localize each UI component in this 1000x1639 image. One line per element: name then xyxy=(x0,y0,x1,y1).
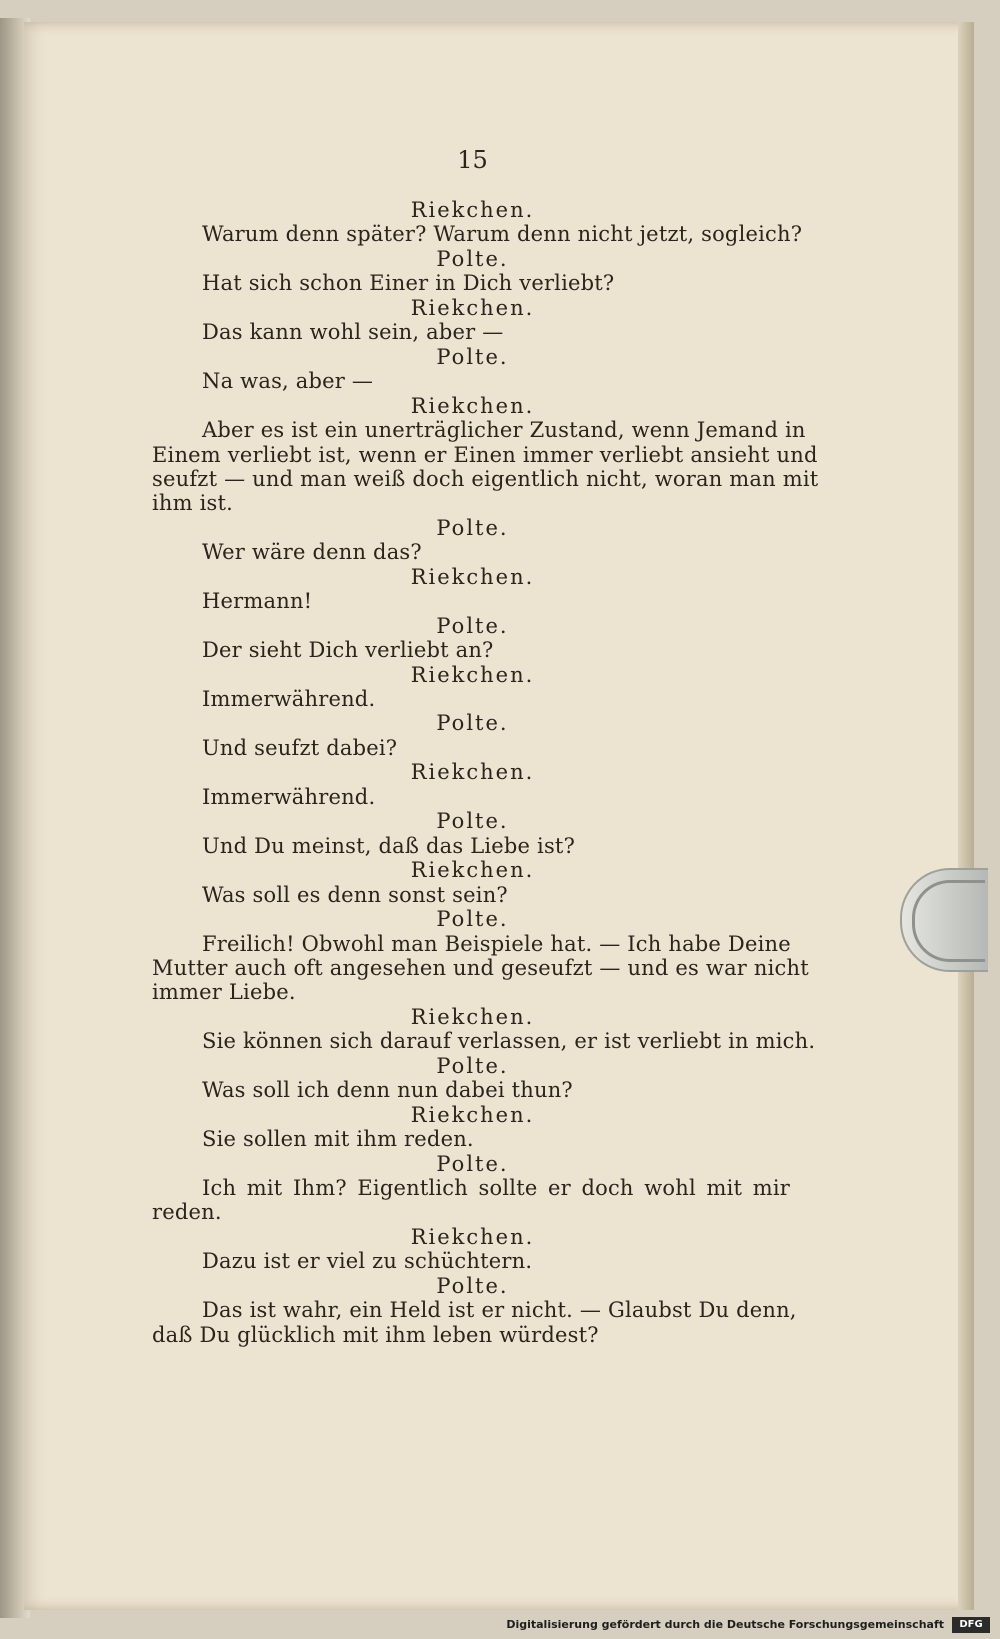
dialogue-line: Mutter auch oft angesehen und geseufzt — und es war nicht xyxy=(152,955,809,980)
speaker-name: Riekchen. xyxy=(410,564,535,589)
dialogue-line: Der sieht Dich verliebt an? xyxy=(202,638,494,663)
dialogue-line: Ich mit Ihm? Eigentlich sollte er doch wohl mit mir xyxy=(202,1176,790,1200)
speaker-name: Riekchen. xyxy=(410,1004,535,1029)
dialogue-line: Das kann wohl sein, aber — xyxy=(202,320,504,345)
speaker-name: Polte. xyxy=(436,907,509,932)
speaker-name: Riekchen. xyxy=(410,760,535,785)
speaker-name: Polte. xyxy=(436,1151,509,1176)
dialogue-line: Dazu ist er viel zu schüchtern. xyxy=(202,1249,533,1274)
dialogue-line: Na was, aber — xyxy=(202,369,374,394)
dialogue-line: Und Du meinst, daß das Liebe ist? xyxy=(202,833,576,858)
speaker-name: Riekchen. xyxy=(410,1224,535,1249)
speaker-name: Riekchen. xyxy=(410,662,535,687)
dialogue-line: immer Liebe. xyxy=(152,980,296,1005)
dialogue-line: ihm ist. xyxy=(152,491,234,516)
speaker-name: Riekchen. xyxy=(410,1102,535,1127)
dialogue-line: Aber es ist ein unerträglicher Zustand, wenn Jemand in xyxy=(202,418,806,443)
speaker-name: Polte. xyxy=(436,809,509,834)
speaker-name: Polte. xyxy=(436,246,509,271)
dialogue-line: reden. xyxy=(152,1200,222,1225)
dialogue-line: Hermann! xyxy=(202,589,313,614)
speaker-name: Polte. xyxy=(436,1053,509,1078)
speaker-name: Riekchen. xyxy=(410,295,535,320)
dialogue-line: Immerwährend. xyxy=(202,784,376,809)
dialogue-line: Was soll ich denn nun dabei thun? xyxy=(202,1078,573,1103)
dialogue-line: Freilich! Obwohl man Beispiele hat. — Ich habe Deine xyxy=(202,931,791,956)
dialogue-line: Einem verliebt ist, wenn er Einen immer verliebt ansieht und xyxy=(152,442,818,467)
dialogue-line: Sie können sich darauf verlassen, er ist verliebt in mich. xyxy=(202,1029,816,1054)
dialogue-line: Sie sollen mit ihm reden. xyxy=(202,1127,474,1152)
dialogue-line: seufzt — und man weiß doch eigentlich nicht, woran man mit xyxy=(152,466,819,491)
dialogue-line: Wer wäre denn das? xyxy=(202,540,422,565)
page-edge xyxy=(958,22,974,1610)
dialogue-line: Warum denn später? Warum denn nicht jetzt, sogleich? xyxy=(202,222,803,247)
speaker-name: Riekchen. xyxy=(410,858,535,883)
dialogue-line: Was soll es denn sonst sein? xyxy=(202,882,508,907)
dfg-logo: DFG xyxy=(952,1617,990,1633)
dialogue-line: Das ist wahr, ein Held ist er nicht. — Glaubst Du denn, xyxy=(202,1298,797,1323)
speaker-name: Riekchen. xyxy=(410,393,535,418)
funding-notice: Digitalisierung gefördert durch die Deutsche Forschungsgemeinschaft xyxy=(506,1618,944,1631)
dialogue-line: Immerwährend. xyxy=(202,687,376,711)
speaker-name: Polte. xyxy=(436,515,509,540)
dialogue-line: daß Du glücklich mit ihm leben würdest? xyxy=(152,1322,599,1347)
speaker-name: Polte. xyxy=(436,1273,509,1298)
speaker-name: Riekchen. xyxy=(410,198,535,222)
speaker-name: Polte. xyxy=(436,711,509,736)
speaker-name: Polte. xyxy=(436,613,509,638)
speaker-name: Polte. xyxy=(436,344,509,369)
page-number: 15 xyxy=(457,146,488,174)
dialogue-line: Und seufzt dabei? xyxy=(202,735,398,760)
dialogue-line: Hat sich schon Einer in Dich verliebt? xyxy=(202,271,615,296)
